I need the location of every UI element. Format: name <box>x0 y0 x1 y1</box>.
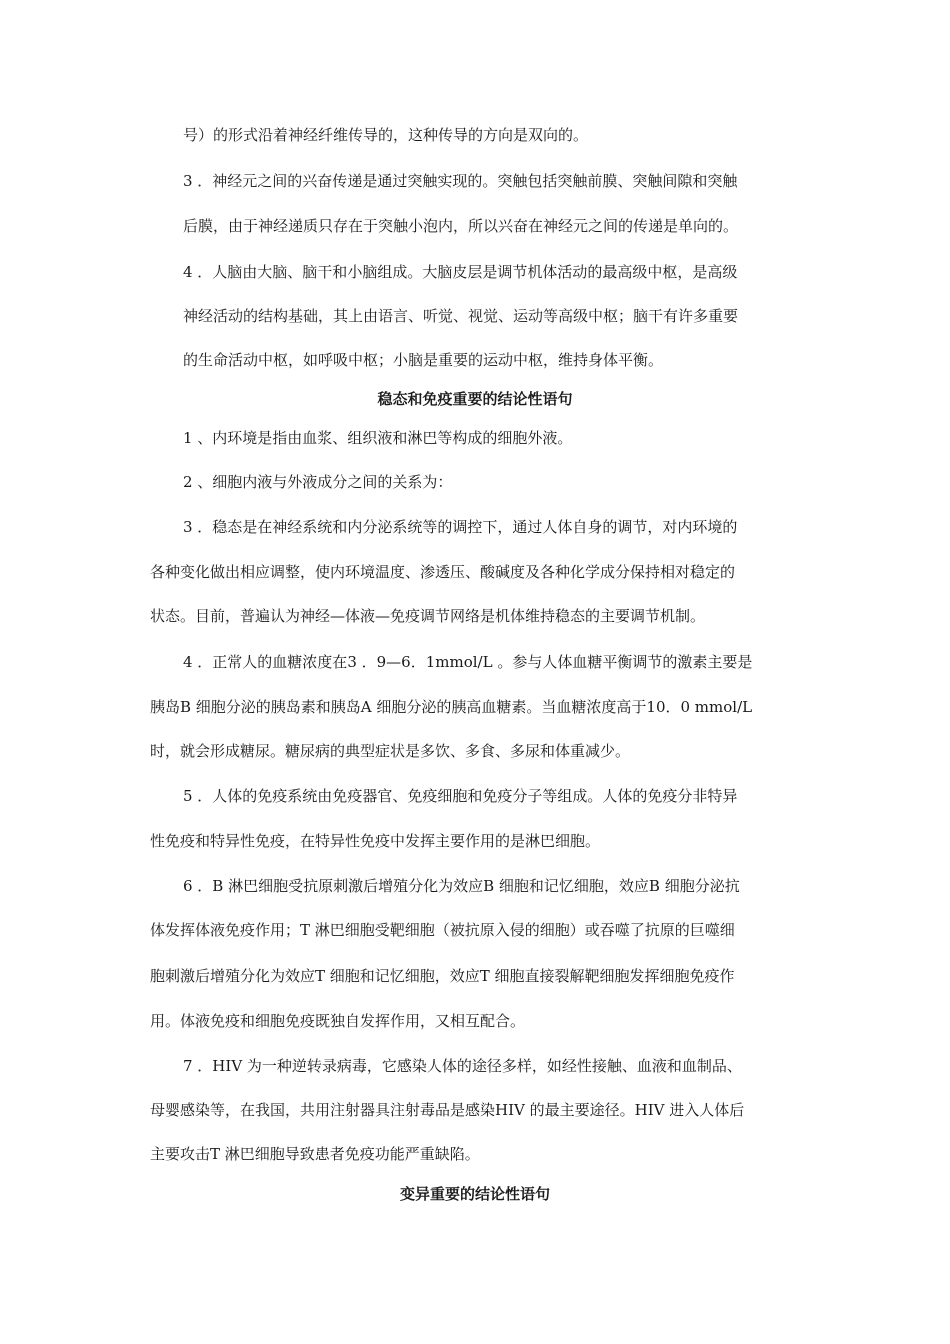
paragraph-line: 4 ．人脑由大脑、脑干和小脑组成。大脑皮层是调节机体活动的最高级中枢，是高级 <box>183 263 738 281</box>
paragraph-line: 7 ．HIV 为一种逆转录病毒，它感染人体的途径多样，如经性接触、血液和血制品、 <box>183 1057 742 1075</box>
paragraph-line: 2 、细胞内液与外液成分之间的关系为： <box>183 473 453 491</box>
paragraph-line: 状态。目前，普遍认为神经—体液—免疫调节网络是机体维持稳态的主要调节机制。 <box>150 607 706 625</box>
paragraph-line: 6 ．B 淋巴细胞受抗原刺激后增殖分化为效应B 细胞和记忆细胞，效应B 细胞分泌抗 <box>183 877 740 895</box>
paragraph-line: 胞刺激后增殖分化为效应T 细胞和记忆细胞，效应T 细胞直接裂解靶细胞发挥细胞免疫作 <box>150 967 735 985</box>
paragraph-line: 1 、内环境是指由血浆、组织液和淋巴等构成的细胞外液。 <box>183 429 573 447</box>
paragraph-line: 号）的形式沿着神经纤维传导的，这种传导的方向是双向的。 <box>183 126 589 144</box>
paragraph-line: 胰岛B 细胞分泌的胰岛素和胰岛A 细胞分泌的胰高血糖素。当血糖浓度高于10．0 mmol/L <box>150 698 753 716</box>
paragraph-line: 主要攻击T 淋巴细胞导致患者免疫功能严重缺陷。 <box>150 1145 480 1163</box>
paragraph-line: 5 ．人体的免疫系统由免疫器官、免疫细胞和免疫分子等组成。人体的免疫分非特异 <box>183 787 738 805</box>
paragraph-line: 时，就会形成糖尿。糖尿病的典型症状是多饮、多食、多尿和体重减少。 <box>150 742 631 760</box>
paragraph-line: 3 ．神经元之间的兴奋传递是通过突触实现的。突触包括突触前膜、突触间隙和突触 <box>183 172 738 190</box>
paragraph-line: 的生命活动中枢，如呼吸中枢；小脑是重要的运动中枢，维持身体平衡。 <box>183 351 664 369</box>
paragraph-line: 性免疫和特异性免疫，在特异性免疫中发挥主要作用的是淋巴细胞。 <box>150 832 601 850</box>
paragraph-line: 3 ．稳态是在神经系统和内分泌系统等的调控下，通过人体自身的调节，对内环境的 <box>183 518 738 536</box>
section-heading-variation: 变异重要的结论性语句 <box>399 1185 550 1203</box>
paragraph-line: 后膜，由于神经递质只存在于突触小泡内，所以兴奋在神经元之间的传递是单向的。 <box>183 217 739 235</box>
paragraph-line: 体发挥体液免疫作用；T 淋巴细胞受靶细胞（被抗原入侵的细胞）或吞噬了抗原的巨噬细 <box>150 921 735 939</box>
paragraph-line: 神经活动的结构基础，其上由语言、听觉、视觉、运动等高级中枢；脑干有许多重要 <box>183 307 739 325</box>
paragraph-line: 各种变化做出相应调整，使内环境温度、渗透压、酸碱度及各种化学成分保持相对稳定的 <box>150 563 736 581</box>
section-heading-homeostasis: 稳态和免疫重要的结论性语句 <box>377 390 573 408</box>
paragraph-line: 4 ．正常人的血糖浓度在3 ．9—6．1mmol/L 。参与人体血糖平衡调节的激素主要是 <box>183 653 753 671</box>
paragraph-line: 用。体液免疫和细胞免疫既独自发挥作用，又相互配合。 <box>150 1012 526 1030</box>
paragraph-line: 母婴感染等，在我国，共用注射器具注射毒品是感染HIV 的最主要途径。HIV 进入人体后 <box>150 1101 745 1119</box>
